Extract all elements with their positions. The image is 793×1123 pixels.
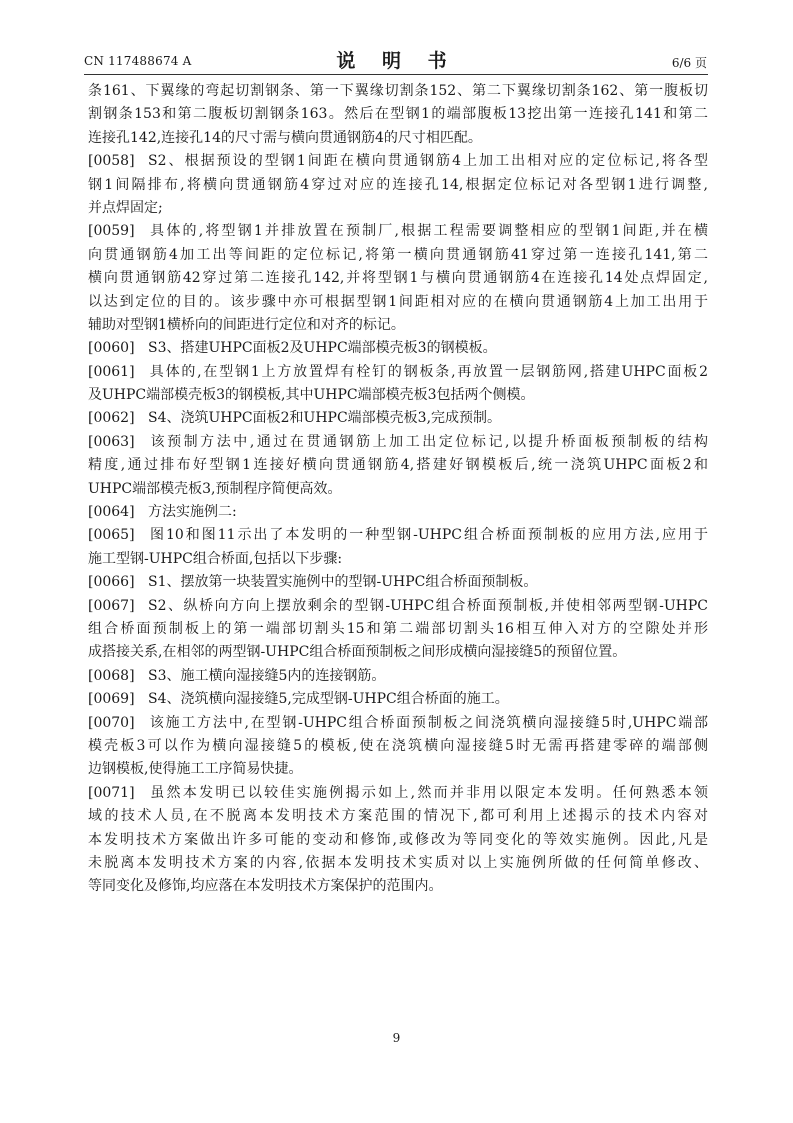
paragraph-line (88, 127, 708, 150)
paragraph-line (88, 758, 708, 781)
paragraph-text: 连接孔142,连接孔14的尺寸需与横向贯通钢筋4的尺寸相匹配。 (88, 129, 482, 146)
paragraph-text: S4、浇筑横向湿接缝5,完成型钢-UHPC组合桥面的施工。 (148, 691, 509, 708)
paragraph-line (88, 103, 708, 126)
paragraph-text: 方法实施例二: (148, 504, 237, 521)
paragraph-number: [0058] (88, 153, 135, 170)
paragraph-text: 及UHPC端部模壳板3的钢模板,其中UHPC端部模壳板3包括两个侧模。 (88, 387, 535, 404)
paragraph-text: S2、纵桥向方向上摆放剩余的型钢-UHPC组合桥面预制板,并使相邻两型钢-UHPC (148, 597, 708, 614)
paragraph-text: 辅助对型钢1横桥向的间距进行定位和对齐的标记。 (88, 316, 405, 333)
paragraph-line (88, 571, 708, 594)
paragraph-line (88, 361, 708, 384)
paragraph-line (88, 665, 708, 688)
paragraph-line (88, 454, 708, 477)
paragraph-number: [0068] (88, 667, 135, 684)
paragraph-number: [0062] (88, 410, 135, 427)
paragraph-line (88, 174, 708, 197)
paragraph-text: 施工型钢-UHPC组合桥面,包括以下步骤: (88, 550, 343, 567)
page-indicator: 6/6 页 (671, 56, 707, 70)
paragraph-text: 割钢条153和第二腹板切割钢条163。然后在型钢1的端部腹板13挖出第一连接孔141和第二 (88, 106, 708, 123)
paragraph-number: [0060] (88, 340, 135, 357)
paragraph-line (88, 595, 708, 618)
header-divider (84, 74, 708, 75)
paragraph-line (88, 735, 708, 758)
paragraph-line (88, 244, 708, 267)
paragraph-line (88, 782, 708, 805)
paragraph-text: 等同变化及修饰,均应落在本发明技术方案保护的范围内。 (88, 878, 443, 895)
paragraph-number: [0067] (88, 597, 135, 614)
page-number: 9 (392, 1031, 401, 1045)
paragraph-text: 该预制方法中,通过在贯通钢筋上加工出定位标记,以提升桥面板预制板的结构 (148, 433, 708, 450)
paragraph-line (88, 291, 708, 314)
paragraph-line (88, 829, 708, 852)
paragraph-text: 成搭接关系,在相邻的两型钢-UHPC组合桥面预制板之间形成横向湿接缝5的预留位置。 (88, 644, 627, 661)
paragraph-line (88, 805, 708, 828)
paragraph-text: 该施工方法中,在型钢-UHPC组合桥面预制板之间浇筑横向湿接缝5时,UHPC端部 (148, 714, 708, 731)
paragraph-number: [0071] (88, 784, 135, 801)
paragraph-number: [0070] (88, 714, 135, 731)
body-text (88, 80, 708, 899)
paragraph-number: [0069] (88, 691, 135, 708)
paragraph-line (88, 267, 708, 290)
paragraph-text: 组合桥面预制板上的第一端部切割头15和第二端部切割头16相互伸入对方的空隙处并形 (88, 620, 708, 637)
paragraph-text: 模壳板3可以作为横向湿接缝5的模板,使在浇筑横向湿接缝5时无需再搭建零碎的端部侧 (88, 737, 708, 754)
paragraph-text: UHPC端部模壳板3,预制程序简便高效。 (88, 480, 342, 497)
paragraph-text: S1、摆放第一块装置实施例中的型钢-UHPC组合桥面预制板。 (148, 574, 538, 591)
paragraph-number: [0065] (88, 527, 135, 544)
paragraph-text: 条161、下翼缘的弯起切割钢条、第一下翼缘切割条152、第二下翼缘切割条162、第一腹板切 (88, 83, 708, 99)
paragraph-text: 横向贯通钢筋42穿过第二连接孔142,并将型钢1与横向贯通钢筋4在连接孔14处点焊固定, (88, 270, 708, 287)
paragraph-text: 钢1间隔排布,将横向贯通钢筋4穿过对应的连接孔14,根据定位标记对各型钢1进行调整, (88, 176, 708, 193)
paragraph-text: S3、搭建UHPC面板2及UHPC端部模壳板3的钢模板。 (148, 340, 497, 357)
paragraph-text: 并点焊固定; (88, 199, 163, 216)
paragraph-line (88, 501, 708, 524)
paragraph-line (88, 688, 708, 711)
paragraph-text: S2、根据预设的型钢1间距在横向贯通钢筋4上加工出相对应的定位标记,将各型 (148, 153, 708, 170)
paragraph-text: 本发明技术方案做出许多可能的变动和修饰,或修改为等同变化的等效实施例。因此,凡是 (88, 831, 708, 848)
paragraph-line (88, 712, 708, 735)
paragraph-text: 精度,通过排布好型钢1连接好横向贯通钢筋4,搭建好钢模板后,统一浇筑UHPC面板2和 (88, 457, 708, 474)
paragraph-number: [0061] (88, 363, 135, 380)
paragraph-text: 具体的,在型钢1上方放置焊有栓钉的钢板条,再放置一层钢筋网,搭建UHPC面板2 (148, 363, 708, 380)
paragraph-line (88, 852, 708, 875)
paragraph-line (88, 197, 708, 220)
paragraph-text: 具体的,将型钢1并排放置在预制厂,根据工程需要调整相应的型钢1间距,并在横 (148, 223, 708, 240)
paragraph-line (88, 431, 708, 454)
paragraph-text: 边钢模板,使得施工工序简易快捷。 (88, 761, 303, 778)
paragraph-number: [0063] (88, 433, 135, 450)
paragraph-line (88, 80, 708, 103)
paragraph-line (88, 150, 708, 173)
paragraph-text: S3、施工横向湿接缝5内的连接钢筋。 (148, 667, 386, 684)
paragraph-line (88, 220, 708, 243)
paragraph-line (88, 548, 708, 571)
paragraph-text: 图10和图11示出了本发明的一种型钢-UHPC组合桥面预制板的应用方法,应用于 (148, 527, 708, 544)
paragraph-text: 域的技术人员,在不脱离本发明技术方案范围的情况下,都可利用上述揭示的技术内容对 (88, 808, 708, 825)
patent-number: CN 117488674 A (84, 54, 192, 68)
paragraph-text: 虽然本发明已以较佳实施例揭示如上,然而并非用以限定本发明。任何熟悉本领 (148, 784, 708, 801)
paragraph-text: S4、浇筑UHPC面板2和UHPC端部模壳板3,完成预制。 (148, 410, 502, 427)
paragraph-line (88, 337, 708, 360)
paragraph-line (88, 314, 708, 337)
page-title: 说 明 书 (336, 50, 457, 72)
paragraph-line (88, 407, 708, 430)
paragraph-text: 以达到定位的目的。该步骤中亦可根据型钢1间距相对应的在横向贯通钢筋4上加工出用于 (88, 293, 708, 310)
paragraph-line (88, 384, 708, 407)
paragraph-text: 向贯通钢筋4加工出等间距的定位标记,将第一横向贯通钢筋41穿过第一连接孔141,第二 (88, 246, 708, 263)
paragraph-number: [0066] (88, 574, 135, 591)
paragraph-number: [0064] (88, 504, 135, 521)
paragraph-line (88, 875, 708, 898)
paragraph-line (88, 524, 708, 547)
paragraph-line (88, 478, 708, 501)
paragraph-line (88, 641, 708, 664)
paragraph-text: 未脱离本发明技术方案的内容,依据本发明技术实质对以上实施例所做的任何简单修改、 (88, 854, 708, 871)
paragraph-line (88, 618, 708, 641)
paragraph-number: [0059] (88, 223, 135, 240)
